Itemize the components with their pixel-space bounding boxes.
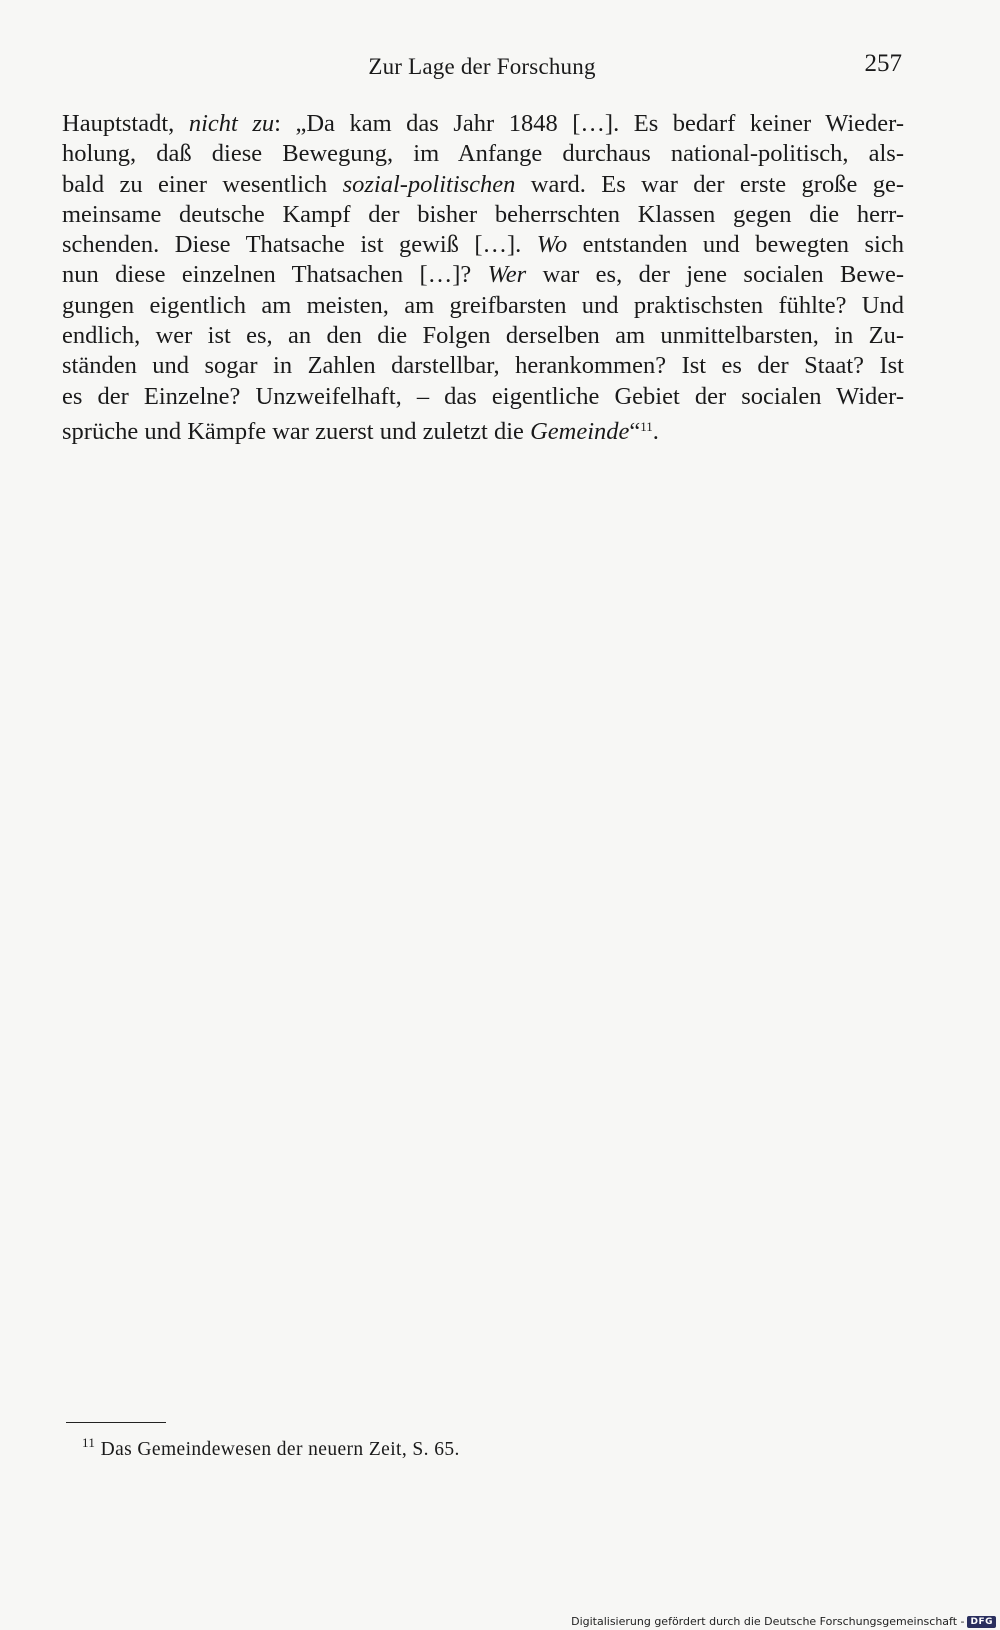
credit-text: Digitalisierung gefördert durch die Deutsche Forschungsgemeinschaft - xyxy=(571,1615,965,1628)
text-line: holung, daß diese Bewegung, im Anfange durchaus national-politisch, als- xyxy=(62,140,904,168)
text-line: nun diese einzelnen Thatsachen […]? Wer war es, der jene socialen Bewe- xyxy=(62,261,904,289)
text-line: ständen und sogar in Zahlen darstellbar, herankommen? Ist es der Staat? Ist xyxy=(62,352,904,380)
digitization-credit xyxy=(571,1615,996,1628)
footnote xyxy=(82,1435,460,1461)
text-line: bald zu einer wesentlich sozial-politischen ward. Es war der erste große ge- xyxy=(62,170,904,198)
running-head xyxy=(62,50,902,86)
page-number: 257 xyxy=(864,50,902,77)
text-line: schenden. Diese Thatsache ist gewiß […]. Wo entstanden und bewegten sich xyxy=(62,231,904,259)
text-line: sprüche und Kämpfe war zuerst und zuletzt die Gemeinde“$^{11}$. xyxy=(62,417,659,445)
body-paragraph xyxy=(62,109,904,445)
footnote-divider xyxy=(66,1422,166,1423)
text-line: es der Einzelne? Unzweifelhaft, – das eigentliche Gebiet der socialen Wider- xyxy=(62,382,904,410)
footnote-reference[interactable]: 11 xyxy=(640,418,653,434)
text-line: Hauptstadt, nicht zu: „Da kam das Jahr 1848 […]. Es bedarf keiner Wieder- xyxy=(62,110,904,137)
text-line: gungen eigentlich am meisten, am greifbarsten und praktischsten fühlte? Und xyxy=(62,291,904,319)
footnote-text: Das Gemeindewesen der neuern Zeit, S. 65. xyxy=(100,1439,460,1460)
text-line: meinsame deutsche Kampf der bisher beherrschten Klassen gegen die herr- xyxy=(62,200,904,228)
text-line: endlich, wer ist es, an den die Folgen derselben am unmittelbarsten, in Zu- xyxy=(62,322,904,350)
footnote-marker: 11 xyxy=(82,1435,96,1450)
running-title: Zur Lage der Forschung xyxy=(368,54,596,79)
dfg-logo: DFG xyxy=(967,1616,996,1628)
